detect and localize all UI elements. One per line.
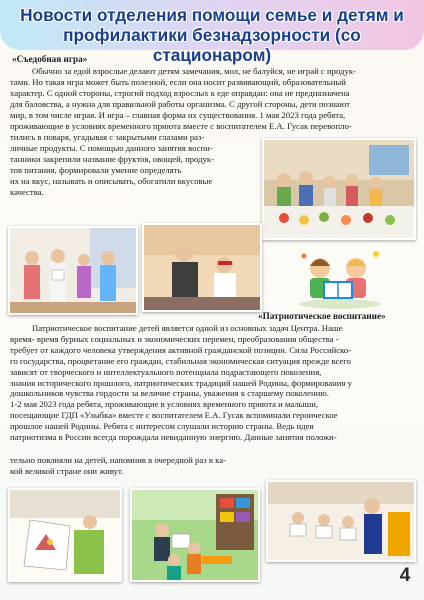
- text-line: характер. С одной стороны, строгий подход взрослых к еде оправдан: она не предназначена: [10, 87, 350, 98]
- photo-children-food-table: [262, 138, 416, 240]
- text-line: Патриотическое воспитание детей является одной из основных задач Центра. Наше: [32, 323, 343, 333]
- photo-blindfold-tasting: [142, 223, 262, 312]
- text-line: для баловства, а нужна для правильной работы организма. С другой стороны, дети познают: [10, 98, 350, 109]
- section-heading-food-game: «Съедобная игра»: [12, 54, 88, 64]
- text-line: время- время бурных социальных и экономических перемен, преобразования общества -: [10, 333, 339, 344]
- text-line: патриотизма в России всегда порождала невиданную энергию. Данные занятия положи-: [10, 432, 337, 443]
- text-line: посещающие ГДП «Улыбка» вместе с воспитателем Е.А. Гусак вспоминали героическое: [10, 410, 338, 421]
- photo-image: [144, 225, 260, 310]
- text-line: танники закрепили название фруктов, овощей, продук-: [10, 153, 215, 164]
- text-line: проживающие в условиях временного приюта вместе с воспитателем Е.А. Гусак перевопло-: [10, 120, 352, 131]
- section-food-game-text: [10, 66, 414, 131]
- text-line: их на вкус, называть и описывать, обогатили вкусовые: [10, 175, 213, 186]
- photo-image: [10, 228, 136, 313]
- text-line: кой великой стране они живут.: [10, 465, 124, 476]
- text-line: тов питания, формировали умение определять: [10, 164, 182, 175]
- section-heading-patriotic: «Патриотическое воспитание»: [258, 311, 386, 321]
- text-line: 1-2 мая 2023 года ребята, проживающие в условиях временного приюта и малыши,: [10, 399, 319, 410]
- text-line: го государства, процветание его граждан, стабильная экономическая ситуация прежде всего: [10, 355, 351, 366]
- text-line: прошлое нашей Родины. Ребята с интересом слушали историю страны. Ведь идея: [10, 421, 314, 432]
- photo-image: [132, 490, 258, 580]
- photo-image: [10, 490, 120, 580]
- text-line: Обычно за едой взрослые делают детям замечания, мол, не балуйся, не играй с продук-: [32, 66, 356, 76]
- photo-children-with-drawings: [266, 480, 416, 562]
- photo-image: [268, 482, 414, 560]
- page-number: 4: [399, 565, 411, 586]
- photo-image: [264, 140, 414, 238]
- text-line: тились в поваря, угадывая с закрытыми глазами раз-: [10, 132, 205, 142]
- reading-children-illustration: [294, 246, 386, 310]
- text-line: требует от каждого человека утверждения активной гражданской позиции. Сила Российско-: [10, 344, 352, 355]
- photo-drawing-activity: [8, 488, 122, 582]
- page-title: Новости отделения помощи семье и детям и профилактики безнадзорности (со стационаром): [20, 5, 404, 65]
- section-patriotic-text: [10, 323, 414, 443]
- text-line: тами. Но такая игра может быть полезной, если она носит развивающий, образовательный: [10, 76, 346, 87]
- section-food-game-text-narrow: [10, 132, 256, 197]
- photo-group-activity: [130, 488, 260, 582]
- text-line: зависят от творческого и интеллектуального потенциала подрастающего поколения,: [10, 366, 322, 377]
- text-line: тельно повлияли на детей, напомнив в очередной раз в ка-: [10, 455, 226, 465]
- illustration-image: [294, 246, 386, 310]
- text-line: дошкольников чувства гордости за величие страны, уважения к старшему поколению.: [10, 388, 329, 399]
- text-line: знания исторического прошлого, патриотических традиций нашей Родины, формирования у: [10, 377, 352, 388]
- photo-children-presentation: [8, 226, 138, 315]
- text-line: мир, в том числе играя. И игра – главная форма их существования. 1 мая 2023 года ребята,: [10, 109, 346, 120]
- text-line: качества.: [10, 186, 44, 197]
- section-patriotic-text-narrow: [10, 455, 260, 477]
- text-line: личные продукты. С помощью данного занятия воспи-: [10, 142, 213, 153]
